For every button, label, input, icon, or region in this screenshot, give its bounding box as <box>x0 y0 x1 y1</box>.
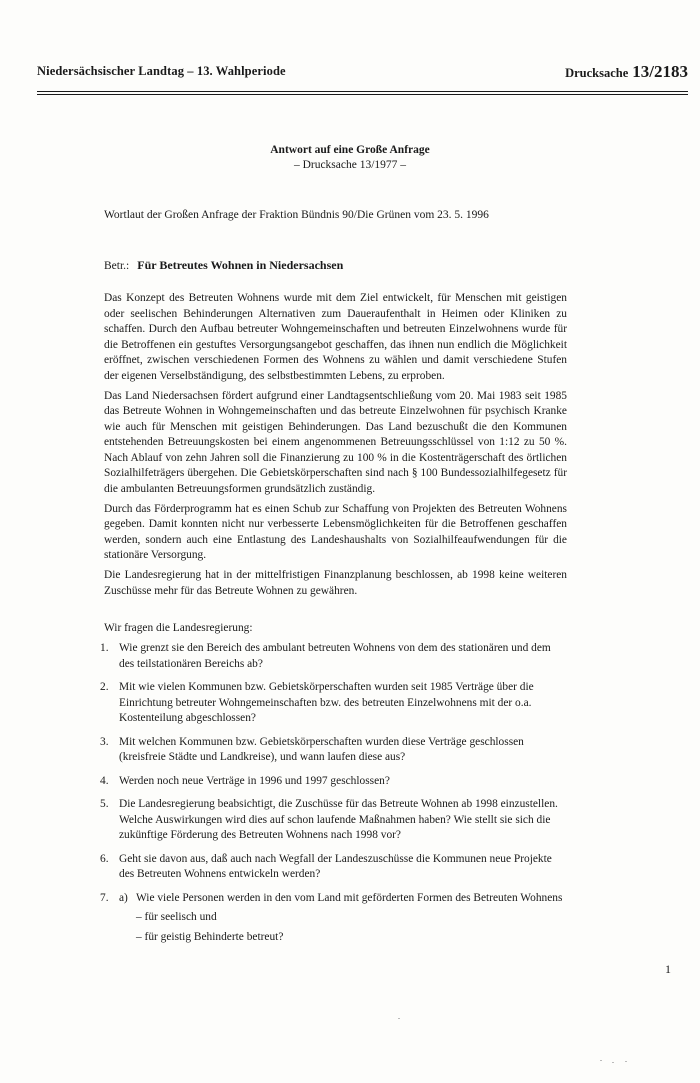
subject-text: Für Betreutes Wohnen in Niedersachsen <box>137 258 344 272</box>
question-text: Mit welchen Kommunen bzw. Gebietskörperschaften wurden diese Verträge geschlossen (kreisfreie Städte und Landkreise), und wann laufen diese aus? <box>119 735 524 763</box>
wortlaut-line: Wortlaut der Großen Anfrage der Fraktion Bündnis 90/Die Grünen vom 23. 5. 1996 <box>104 209 489 221</box>
sub-question <box>119 891 568 946</box>
subject-line <box>104 258 343 273</box>
questions-intro: Wir fragen die Landesregierung: <box>104 622 253 634</box>
question-text: Wie grenzt sie den Bereich des ambulant betreuten Wohnens von dem des stationären und dem des teilstationären Bereichs ab? <box>119 642 551 670</box>
dash-item: – für geistig Behinderte betreut? <box>136 930 284 943</box>
document-title: Antwort auf eine Große Anfrage <box>270 144 430 156</box>
question-list <box>100 641 568 953</box>
question-text: Werden noch neue Verträge in 1996 und 1997 geschlossen? <box>119 774 390 787</box>
body-text <box>104 291 567 604</box>
question-number: 6. <box>100 852 109 865</box>
header-rule-thin <box>37 94 688 95</box>
scan-speck <box>625 1061 627 1062</box>
printed-matter-reference <box>565 62 688 82</box>
scan-speck <box>600 1060 602 1061</box>
paragraph: Das Konzept des Betreuten Wohnens wurde mit dem Ziel entwickelt, für Menschen mit geistigen oder seelischen Behinderungen Alternativen zum Daueraufenthalt in Heimen oder Kliniken zu schaffen. Durch den Aufbau betreuter Wohngemeinschaften und betreuten Einzelwohnens wurde für die Betroffenen ein gestuftes Versorgungsangebot geschaffen, das ihnen nun endlich die Möglichkeit eröffnet, zwischen verschiedenen Formen des Wohnens zu wählen und damit verschiedene Stufen der eigenen Verselbständigung, des selbstbestimmten Lebens, zu erproben. <box>104 292 567 382</box>
sub-question-text: Wie viele Personen werden in den vom Land mit geförderten Formen des Betreuten Wohnens <box>136 891 563 904</box>
paragraph: Das Land Niedersachsen fördert aufgrund einer Landtagsentschließung vom 20. Mai 1983 seit 1985 das Betreute Wohnen in Wohngemeinschaften und das betreute Einzelwohnen für psychisch Kranke wie auch für Menschen mit geistigen Behinderungen. Das Land bezuschußt die den Kommunen entstehenden Betreuungskosten bei einem angenommenen Betreuungsschlüssel von 1:12 zu 50 %. Nach Ablauf von zehn Jahren soll die Finanzierung zu 100 % in die Kostenträgerschaft des örtlichen Sozialhilfeträgers übergehen. Die Gebietskörperschaften sind nach § 100 Bundessozialhilfegesetz für die ambulanten Betreuungsformen grundsätzlich zuständig. <box>104 389 567 495</box>
printed-matter-number: 13/2183 <box>632 62 688 81</box>
question-number: 3. <box>100 735 109 748</box>
page-header <box>37 60 688 80</box>
sub-question-label: a) <box>119 891 128 904</box>
question-number: 7. <box>100 891 109 904</box>
question-item <box>100 735 568 766</box>
document-subtitle: – Drucksache 13/1977 – <box>293 159 407 171</box>
question-number: 5. <box>100 798 109 810</box>
question-item <box>100 641 568 672</box>
question-number: 4. <box>100 774 109 787</box>
question-item <box>100 852 568 883</box>
scan-speck <box>612 1062 614 1063</box>
question-number: 2. <box>100 681 109 693</box>
header-rule <box>37 91 688 92</box>
parliament-label: Niedersächsischer Landtag – 13. Wahlperiode <box>37 64 286 78</box>
page-number: 1 <box>665 962 671 976</box>
question-item <box>100 774 568 790</box>
dash-item: – für seelisch und <box>136 911 217 923</box>
scan-speck <box>398 1018 400 1019</box>
printed-matter-label: Drucksache <box>565 66 629 80</box>
subject-label: Betr.: <box>104 260 130 272</box>
question-item <box>100 797 568 844</box>
question-text: Mit wie vielen Kommunen bzw. Gebietskörperschaften wurden seit 1985 Verträge über die Einrichtung betreuter Wohngemeinschaften bzw. des betreuten Einzelwohnens mit der o.a. Kostenteilung abgeschlossen? <box>119 681 534 724</box>
question-item <box>100 891 568 946</box>
paragraph: Durch das Förderprogramm hat es einen Schub zur Schaffung von Projekten des Betreuten Wohnens gegeben. Damit konnten nicht nur verbesserte Lebensmöglichkeiten für die Betroffenen geschaffen werden, sondern auch eine Entlastung des Landeshaushalts von Sozialhilfeaufwendungen für die stationäre Versorgung. <box>104 502 567 561</box>
title-block <box>0 143 700 173</box>
question-number: 1. <box>100 642 109 654</box>
paragraph: Die Landesregierung hat in der mittelfristigen Finanzplanung beschlossen, ab 1998 keine weiteren Zuschüsse mehr für das Betreute Wohnen zu gewähren. <box>104 569 567 597</box>
question-text: Die Landesregierung beabsichtigt, die Zuschüsse für das Betreute Wohnen ab 1998 einzustellen. Welche Auswirkungen wird dies auf schon laufende Maßnahmen haben? Wie stellt sie sich die zukünftige Förderung des Betreuten Wohnens nach 1998 vor? <box>119 798 558 841</box>
question-item <box>100 680 568 727</box>
question-text: Geht sie davon aus, daß auch nach Wegfall der Landeszuschüsse die Kommunen neue Projekte des Betreuten Wohnens entwickeln werden? <box>119 852 552 880</box>
